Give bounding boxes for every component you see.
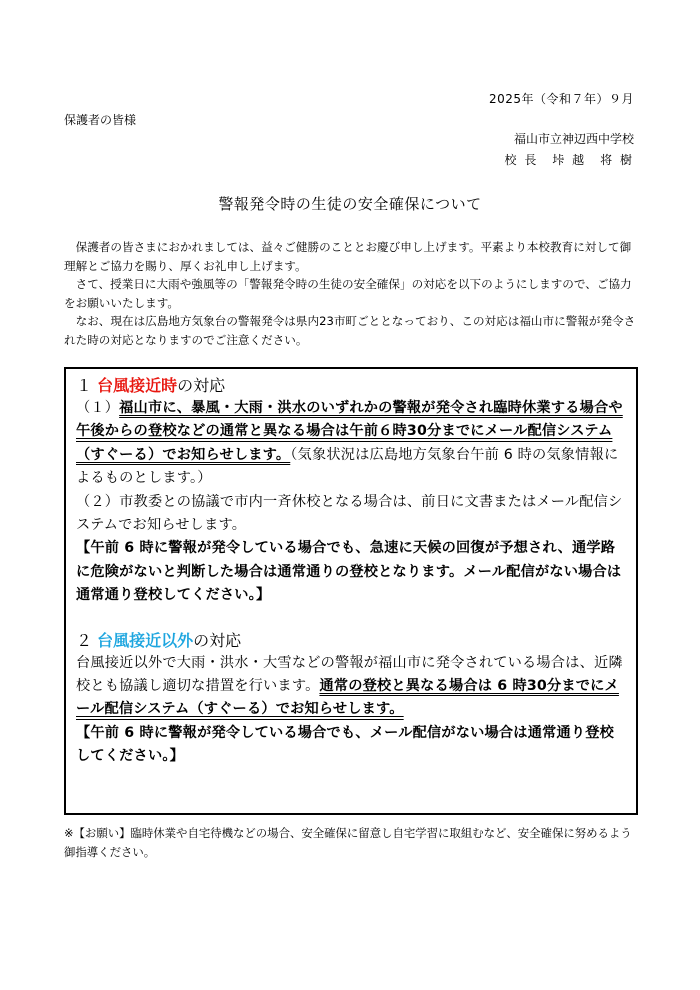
section-1-item-1-note: （気象状況は広島地方気象台午前 6 時の気象情報によるものとします。） — [76, 446, 619, 487]
section-1-item-1-main: 福山市に、暴風・大雨・洪水のいずれかの警報が発令され臨時休業する場合や午後からの登校などの通常と異なる場合は午前６時30分までにメール配信システム（すぐーる）でお知らせします。 — [76, 400, 623, 463]
section-2-body — [76, 652, 628, 722]
document-date: 2025年（令和７年）９月 — [488, 92, 634, 106]
section-1-suffix: の対応 — [177, 376, 226, 395]
section-2-heading — [76, 630, 628, 652]
addressee: 保護者の皆様 — [64, 113, 137, 127]
section-2-body-plain: 台風接近以外で大雨・洪水・大雪などの警報が福山市に発令されている場合は、近隣校とも協議し適切な措置を行います。 — [76, 654, 623, 695]
section-1-number: １ — [76, 376, 93, 395]
intro-paragraph-2: さて、授業日に大雨や強風等の「警報発令時の生徒の安全確保」の対応を以下のようにしますので、ご協力をお願いいたします。 — [64, 277, 632, 310]
section-2-notice: 【午前 6 時に警報が発令している場合でも、メール配信がない場合は通常通り登校してください。】 — [76, 724, 615, 765]
section-2-suffix: の対応 — [193, 630, 242, 650]
principal-name: 校 長 垰 越 将 樹 — [504, 153, 634, 167]
school-name: 福山市立神辺西中学校 — [513, 132, 634, 146]
section-1-item-2: （２）市教委との協議で市内一斉休校となる場合は、前日に文書またはメール配信システムでお知らせします。 — [76, 493, 623, 534]
section-2-number: ２ — [76, 630, 93, 650]
section-1-highlight: 台風接近時 — [97, 376, 178, 395]
section-1-item-1 — [76, 397, 628, 491]
intro-paragraph-1: 保護者の皆さまにおかれましては、益々ご健勝のこととお慶び申し上げます。平素より本校教育に対して御理解とご協力を賜り、厚くお礼申し上げます。 — [64, 240, 632, 273]
document-title: 警報発令時の生徒の安全確保について — [218, 195, 482, 213]
section-1-heading — [76, 375, 628, 397]
section-1-item-1-prefix: （１） — [76, 400, 120, 416]
section-2-body-main: 通常の登校と異なる場合は 6 時30分までにメール配信システム（すぐーる）でお知らせします。 — [76, 678, 619, 718]
policy-box — [64, 367, 638, 815]
intro-paragraph-3: なお、現在は広島地方気象台の警報発令は県内23市町ごととなっており、この対応は福山市に警報が発令された時の対応となりますのでご注意ください。 — [64, 314, 636, 347]
section-1-notice: 【午前 6 時に警報が発令している場合でも、急速に天候の回復が予想され、通学路に危険がないと判断した場合は通常通りの登校となります。メール配信がない場合は通常通り登校してください。】 — [76, 540, 622, 604]
footnote: ※【お願い】臨時休業や自宅待機などの場合、安全確保に留意し自宅学習に取組むなど、安全確保に努めるよう御指導ください。 — [64, 826, 632, 859]
intro-section — [64, 238, 638, 350]
section-2-highlight: 台風接近以外 — [97, 630, 194, 650]
